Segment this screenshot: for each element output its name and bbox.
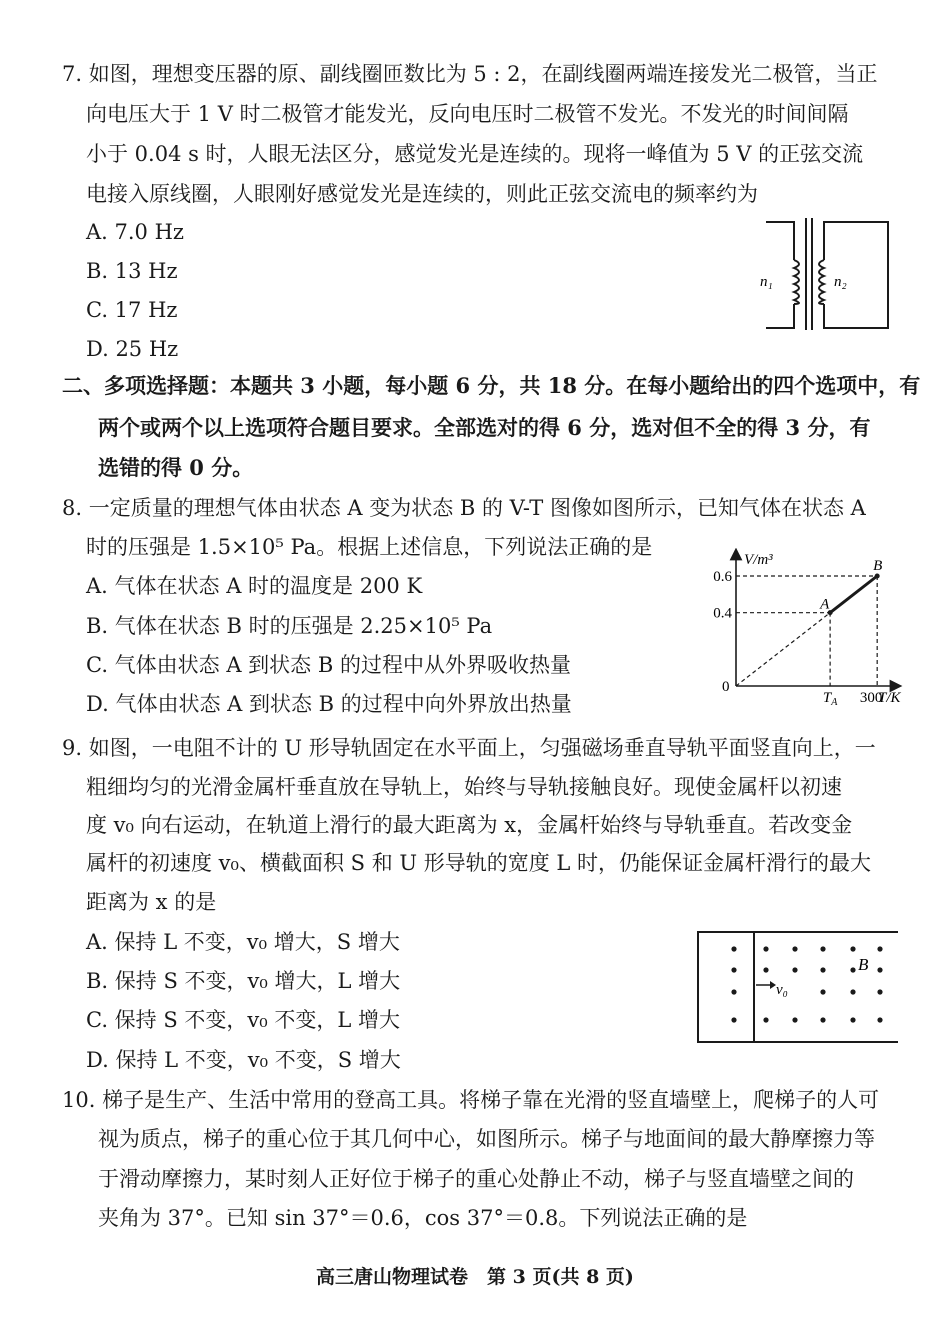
q7-option-a[interactable]: A. 7.0 Hz: [86, 220, 184, 244]
q7-line-1: 7. 如图，理想变压器的原、副线圈匝数比为 5 : 2，在副线圈两端连接发光二极管，当正: [62, 62, 878, 86]
transformer-diagram: [756, 212, 896, 337]
x-tick-ta: [823, 690, 838, 706]
q10-line-3: 于滑动摩擦力，某时刻人正好位于梯子的重心处静止不动，梯子与竖直墙壁之间的: [98, 1167, 854, 1191]
x-tick-ta-main: T: [822, 690, 832, 706]
vt-chart: [700, 548, 905, 710]
rail-diagram: [694, 928, 900, 1048]
section2-line-3: 选错的得 0 分。: [98, 455, 254, 480]
q10-line-2: 视为质点，梯子的重心位于其几何中心，如图所示。梯子与地面间的最大静摩擦力等: [98, 1127, 875, 1151]
x-tick-ta-sub: A: [831, 697, 838, 706]
q8-option-c[interactable]: C. 气体由状态 A 到状态 B 的过程中从外界吸收热量: [86, 653, 571, 677]
vt-chart-svg: [700, 548, 905, 706]
primary-wire-top: [766, 222, 794, 260]
origin-label: 0: [722, 679, 730, 695]
q7-option-b[interactable]: B. 13 Hz: [86, 259, 178, 283]
q9-line-2: 粗细均匀的光滑金属杆垂直放在导轨上，始终与导轨接触良好。现使金属杆以初速: [86, 775, 842, 799]
x-tick-300: 300: [859, 690, 883, 706]
velocity-label: v₀: [776, 982, 788, 998]
q7-option-c[interactable]: C. 17 Hz: [86, 298, 178, 322]
segment-a-to-b: [830, 576, 877, 613]
q7-line-3: 小于 0.04 s 时，人眼无法区分，感觉发光是连续的。现将一峰值为 5 V 的正弦交流: [86, 142, 864, 166]
q9-line-3: 度 v₀ 向右运动，在轨道上滑行的最大距离为 x，金属杆始终与导轨垂直。若改变金: [86, 813, 853, 837]
point-b: [875, 574, 880, 579]
q7-line-2: 向电压大于 1 V 时二极管才能发光，反向电压时二极管不发光。不发光的时间间隔: [86, 102, 849, 126]
page-footer: 高三唐山物理试卷 第 3 页(共 8 页): [316, 1266, 634, 1288]
q7-option-d[interactable]: D. 25 Hz: [86, 337, 179, 361]
field-label: B: [858, 955, 869, 974]
q8-option-b[interactable]: B. 气体在状态 B 时的压强是 2.25×10⁵ Pa: [86, 614, 493, 638]
q8-option-d[interactable]: D. 气体由状态 A 到状态 B 的过程中向外界放出热量: [86, 692, 572, 716]
q9-line-5: 距离为 x 的是: [86, 890, 217, 914]
n1-label: n₁: [760, 274, 773, 290]
point-a-label: A: [820, 596, 830, 613]
primary-wire-bottom: [766, 304, 794, 328]
origin-extension-line: [736, 613, 830, 686]
n2-label: n₂: [834, 274, 847, 290]
point-b-label: B: [873, 558, 883, 574]
u-rail: [698, 932, 898, 1042]
q9-line-1: 9. 如图，一电阻不计的 U 形导轨固定在水平面上，匀强磁场垂直导轨平面竖直向上，一: [62, 736, 876, 760]
q10-line-4: 夹角为 37°。已知 sin 37°＝0.6，cos 37°＝0.8。下列说法正确的是: [98, 1206, 748, 1230]
q8-line-1: 8. 一定质量的理想气体由状态 A 变为状态 B 的 V-T 图像如图所示，已知气体在状态 A: [62, 496, 866, 520]
x-axis-label: T/K: [878, 690, 901, 706]
q7-line-4: 电接入原线圈，人眼刚好感觉发光是连续的，则此正弦交流电的频率约为: [86, 182, 758, 206]
q8-line-2: 时的压强是 1.5×10⁵ Pa。根据上述信息，下列说法正确的是: [86, 535, 653, 559]
transformer-figure: [756, 212, 896, 341]
q9-option-b[interactable]: B. 保持 S 不变，v₀ 增大，L 增大: [86, 969, 401, 993]
y-tick-06: 0.6: [713, 569, 732, 585]
q10-line-1: 10. 梯子是生产、生活中常用的登高工具。将梯子靠在光滑的竖直墙壁上，爬梯子的人可: [62, 1088, 880, 1112]
section2-line-1: 二、多项选择题：本题共 3 小题，每小题 6 分，共 18 分。在每小题给出的四个选项中，有: [62, 373, 921, 398]
secondary-coil: [819, 260, 824, 304]
q9-line-4: 属杆的初速度 v₀、横截面积 S 和 U 形导轨的宽度 L 时，仍能保证金属杆滑行的最大: [86, 851, 872, 875]
q9-option-c[interactable]: C. 保持 S 不变，v₀ 不变，L 增大: [86, 1008, 400, 1032]
q9-option-d[interactable]: D. 保持 L 不变，v₀ 不变，S 增大: [86, 1048, 401, 1072]
q9-option-a[interactable]: A. 保持 L 不变，v₀ 增大，S 增大: [86, 930, 400, 954]
section2-line-2: 两个或两个以上选项符合题目要求。全部选对的得 6 分，选对但不全的得 3 分，有: [98, 415, 871, 440]
y-tick-04: 0.4: [713, 605, 732, 622]
y-axis-label: V/m³: [744, 552, 773, 568]
primary-coil: [794, 260, 799, 304]
rail-figure: [694, 928, 900, 1052]
q8-option-a[interactable]: A. 气体在状态 A 时的温度是 200 K: [86, 574, 423, 598]
